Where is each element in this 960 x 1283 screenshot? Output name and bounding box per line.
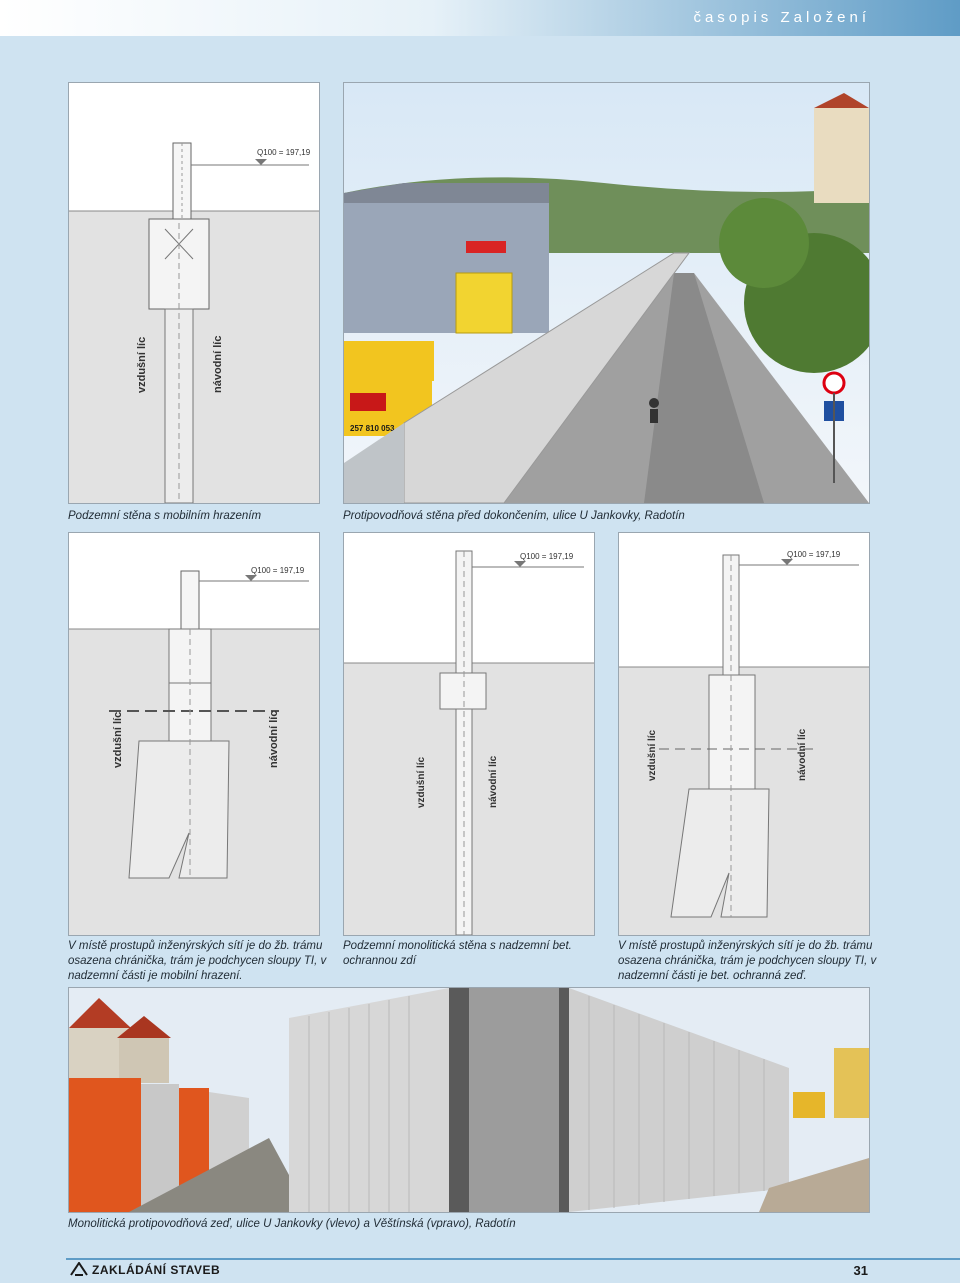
air-face-label-3: vzdušní líc bbox=[112, 711, 124, 768]
caption-fig1: Podzemní stěna s mobilním hrazením bbox=[68, 510, 262, 522]
level-label-3: Q100 = 197,19 bbox=[251, 566, 305, 575]
company-logo-icon bbox=[70, 1262, 88, 1276]
photo-street-svg bbox=[344, 83, 869, 503]
drawing-1-svg bbox=[69, 83, 319, 503]
drawing-3-svg bbox=[69, 533, 319, 935]
photo-monolithic-wall bbox=[68, 987, 870, 1213]
caption-fig2: Protipovodňová stěna před dokončením, ulice U Jankovky, Radotín bbox=[343, 510, 685, 522]
water-face-label-5: návodní líc bbox=[797, 728, 808, 781]
water-face-label-1: návodní líc bbox=[212, 335, 224, 393]
magazine-title: časopis Založení bbox=[693, 9, 870, 26]
air-face-label-4: vzdušní líc bbox=[416, 756, 427, 808]
footer-rule bbox=[66, 1258, 960, 1260]
caption-fig6: Monolitická protipovodňová zeď, ulice U Jankovky (vlevo) a Věštínská (vpravo), Radotín bbox=[68, 1218, 516, 1230]
air-face-label-5: vzdušní líc bbox=[647, 729, 658, 781]
caption-fig5: V místě prostupů inženýrských sítí je do žb. trámu osazena chránička, trám je podchycen sloupy TI, v nadzemní části je bet. ochranná zeď. bbox=[618, 940, 877, 982]
air-face-label-1: vzdušní líc bbox=[136, 336, 148, 393]
water-face-label-4: návodní líc bbox=[488, 755, 499, 808]
caption-fig4: Podzemní monolitická stěna s nadzemní bet. ochrannou zdí bbox=[343, 940, 572, 967]
level-label-1: Q100 = 197,19 bbox=[257, 148, 311, 157]
level-label-5: Q100 = 197,19 bbox=[787, 550, 841, 559]
water-face-label-3: návodní líc bbox=[268, 710, 280, 768]
truck-phone: 257 810 053 bbox=[350, 424, 395, 433]
drawing-5-svg bbox=[619, 533, 869, 935]
level-label-4: Q100 = 197,19 bbox=[520, 552, 574, 561]
photo-street-wall bbox=[343, 82, 870, 504]
figure-drawing-1 bbox=[68, 82, 320, 504]
figure-drawing-5 bbox=[618, 532, 870, 936]
figure-drawing-3 bbox=[68, 532, 320, 936]
company-logo-text: ZAKLÁDÁNÍ STAVEB bbox=[92, 1263, 221, 1277]
photo-wall-svg bbox=[69, 988, 869, 1212]
figure-drawing-4 bbox=[343, 532, 595, 936]
caption-fig3: V místě prostupů inženýrských sítí je do žb. trámu osazena chránička, trám je podchycen sloupy TI, v nadzemní části je mobilní hrazení. bbox=[68, 940, 327, 982]
drawing-4-svg bbox=[344, 533, 594, 935]
header-band bbox=[0, 0, 960, 36]
page-number: 31 bbox=[853, 1263, 868, 1278]
